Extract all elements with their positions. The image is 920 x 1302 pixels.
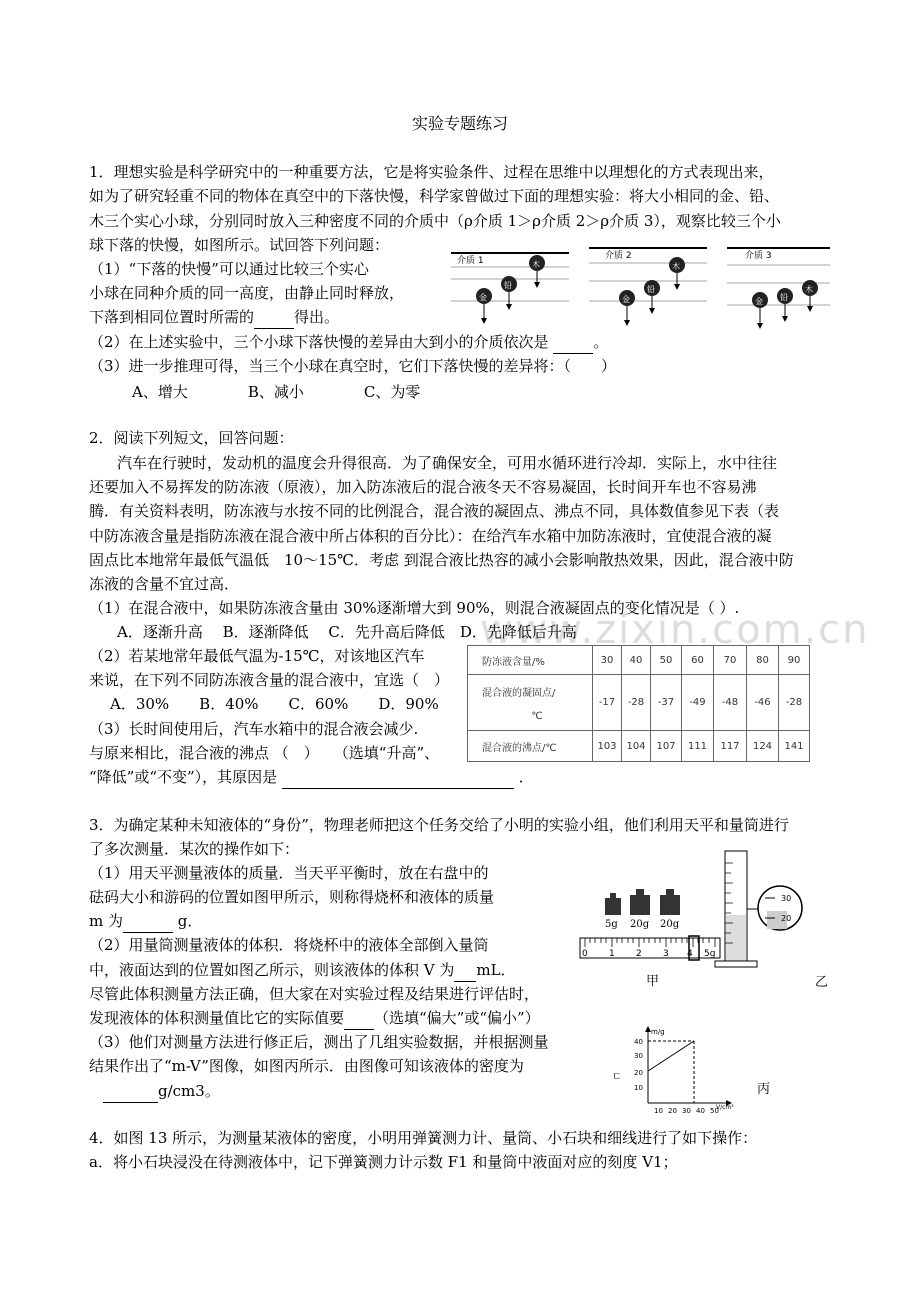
table-header-boil: 混合液的沸点/℃ [468, 731, 593, 762]
q1-sub1b: 小球在同种介质的同一高度，由静止同时释放， [89, 284, 405, 302]
svg-text:10: 10 [634, 1084, 643, 1092]
balance-cylinder-figure [575, 843, 845, 1003]
graduated-cylinder [715, 851, 802, 967]
q3-sub1c: m 为 g． [89, 910, 202, 933]
rider-ruler [580, 936, 720, 960]
side-mark: ㄷ [612, 1072, 622, 1083]
q2-sub2a: （2）若某地常年最低气温为-15℃，对该地区汽车 [89, 647, 425, 665]
medium-label-2: 介质 2 [605, 251, 632, 261]
q2-sub3a: （3）长时间使用后，汽车水箱中的混合液会减少. [89, 720, 419, 738]
svg-text:20: 20 [634, 1069, 643, 1077]
svg-text:4: 4 [687, 949, 693, 959]
graph-x-label: V/cm³ [716, 1104, 734, 1111]
q4-line2: a．将小石块浸没在待测液体中，记下弹簧测力计示数 F1 和量筒中液面对应的刻度 V1； [89, 1153, 678, 1171]
weights [605, 889, 680, 930]
q2-sub3c: “降低”或“不变”），其原因是 ． [89, 766, 534, 789]
figure-yi-label: 乙 [815, 975, 829, 990]
medium-label-1: 介质 1 [457, 256, 484, 266]
q2-sub2-options: A．30% B．40% C．60% D．90% [110, 695, 439, 713]
svg-text:40: 40 [634, 1038, 643, 1046]
medium-panel-3 [727, 248, 830, 329]
svg-text:铅: 铅 [504, 281, 512, 290]
svg-text:30: 30 [781, 894, 792, 903]
svg-text:20: 20 [668, 1107, 677, 1115]
q1-line1: 1．理想实验是科学研究中的一种重要方法，它是将实验条件、过程在思维中以理想化的方式表现出来， [89, 163, 774, 181]
page-title: 实验专题练习 [411, 114, 508, 133]
q3-sub2a: （2）用量筒测量液体的体积．将烧杯中的液体全部倒入量筒 [89, 936, 489, 954]
q1-sub1a: （1）“下落的快慢”可以通过比较三个实心 [89, 260, 369, 278]
q1-line2: 如为了研究轻重不同的物体在真空中的下落快慢，科学家曾做过下面的理想实验：将大小相同的金、铅、 [89, 187, 780, 205]
q3-sub1b: 砝码大小和游码的位置如图甲所示，则称得烧杯和液体的质量 [89, 888, 495, 906]
q2-para2: 还要加入不易挥发的防冻液（原液），加入防冻液后的混合液冬天不容易凝固，长时间开车也不容易沸 [89, 478, 757, 496]
antifreeze-table: 防冻液含量/% 30 40 50 60 70 80 90 混合液的凝固点/ ℃ -17 -28 -37 -49 -48 -46 -28 混合液的沸点/℃ 103 104 107 111 117 124 141 [467, 645, 810, 762]
q3-sub2b: 中，液面达到的位置如图乙所示，则该液体的体积 V 为 mL． [89, 959, 516, 982]
m-v-graph [612, 1025, 792, 1125]
svg-text:木: 木 [672, 262, 680, 271]
q3-sub3b: 结果作出了“m-V”图像，如图丙所示．由图像可知该液体的密度为 [89, 1057, 524, 1075]
medium-label-3: 介质 3 [745, 251, 772, 261]
q3-sub3c: g/cm3。 [103, 1080, 220, 1103]
graph-y-label: m/g [651, 1028, 665, 1036]
q2-para4: 中防冻液含量是指防冻液在混合液中所占体积的百分比）：在给汽车水箱中加防冻液时，宜使混合液的凝 [89, 527, 772, 545]
svg-text:0: 0 [582, 949, 588, 959]
svg-text:10: 10 [654, 1107, 663, 1115]
svg-text:金: 金 [622, 295, 630, 304]
medium-panel-1 [451, 253, 569, 324]
svg-text:木: 木 [805, 285, 813, 294]
q1-sub1c: 下落到相同位置时所需的 得出。 [89, 306, 339, 329]
svg-text:1: 1 [609, 949, 615, 959]
figure-bing-label: 丙 [757, 1082, 771, 1097]
svg-text:40: 40 [696, 1107, 705, 1115]
svg-text:铅: 铅 [647, 285, 655, 294]
svg-text:金: 金 [479, 293, 487, 302]
svg-text:铅: 铅 [780, 293, 788, 302]
q1-options: A、增大 B、减小 C、为零 [132, 383, 421, 401]
q2-para6: 冻液的含量不宜过高． [89, 575, 240, 593]
svg-text:20: 20 [781, 914, 792, 923]
table-header-freeze: 混合液的凝固点/ ℃ [468, 675, 593, 731]
figure-jia-label: 甲 [646, 974, 660, 989]
q2-sub3b: 与原来相比，混合液的沸点 （ ） （选填“升高”、 [89, 744, 440, 762]
svg-text:50: 50 [710, 1107, 719, 1115]
table-header-content: 防冻液含量/% [468, 646, 593, 675]
q4-line1: 4．如图 13 所示，为测量某液体的密度，小明用弹簧测力计、量筒、小石块和细线进行了如下操作： [89, 1129, 758, 1147]
watermark: www.zixin.com.cn [480, 607, 870, 653]
q3-line1: 3．为确定某种未知液体的“身份”，物理老师把这个任务交给了小明的实验小组，他们利用天平和量筒进行 [89, 816, 789, 834]
q2-para3: 腾．有关资料表明，防冻液与水按不同的比例混合，混合液的凝固点、沸点不同，具体数值参见下表（表 [89, 502, 780, 520]
svg-text:30: 30 [634, 1052, 643, 1060]
q2-sub1: （1）在混合液中，如果防冻液含量由 30%逐渐增大到 90%，则混合液凝固点的变化情况是（ ）. [89, 599, 740, 617]
svg-text:30: 30 [682, 1107, 691, 1115]
q1-sub3: （3）进一步推理可得，当三个小球在真空时，它们下落快慢的差异将：（ ） [89, 357, 617, 375]
media-figure [449, 243, 834, 338]
svg-text:木: 木 [532, 260, 540, 269]
m-v-line [648, 1041, 694, 1071]
q3-sub2e: 发现液体的体积测量值比它的实际值要 （选填“偏大”或“偏小”） [89, 1007, 540, 1030]
q3-sub1a: （1）用天平测量液体的质量．当天平平衡时，放在右盘中的 [89, 864, 489, 882]
q2-line1: 2．阅读下列短文，回答问题： [89, 429, 294, 447]
q3-line2: 了多次测量．某次的操作如下： [89, 840, 300, 858]
q2-para5: 固点比本地常年最低气温低 10～15℃．考虑 到混合液比热容的减小会影响散热效果，因此，混合液中防 [89, 551, 794, 569]
q1-line4: 球下落的快慢，如图所示。试回答下列问题： [89, 236, 390, 254]
svg-text:2: 2 [636, 949, 642, 959]
svg-text:3: 3 [663, 949, 669, 959]
svg-text:5g: 5g [704, 949, 716, 959]
svg-text:20g: 20g [630, 919, 650, 930]
svg-text:20g: 20g [660, 919, 680, 930]
q2-para1: 汽车在行驶时，发动机的温度会升得很高．为了确保安全，可用水循环进行冷却．实际上，水中往往 [117, 454, 778, 472]
q1-sub2: （2）在上述实验中，三个小球下落快慢的差异由大到小的介质依次是 。 [89, 331, 608, 354]
q2-sub1-options: A．逐渐升高 B．逐渐降低 C．先升高后降低 D．先降低后升高 [117, 623, 577, 641]
q1-line3: 木三个实心小球，分别同时放入三种密度不同的介质中（ρ介质 1＞ρ介质 2＞ρ介质 3），观察比较三个小 [89, 212, 781, 230]
svg-text:金: 金 [755, 297, 763, 306]
svg-text:5g: 5g [605, 919, 618, 930]
q3-sub2d: 尽管此体积测量方法正确，但大家在对实验过程及结果进行评估时， [89, 985, 540, 1003]
q2-sub2b: 来说，在下列不同防冻液含量的混合液中，宜选（ ） [89, 671, 450, 689]
medium-panel-2 [589, 248, 707, 326]
q3-sub3a: （3）他们对测量方法进行修正后，测出了几组实验数据，并根据测量 [89, 1033, 549, 1051]
